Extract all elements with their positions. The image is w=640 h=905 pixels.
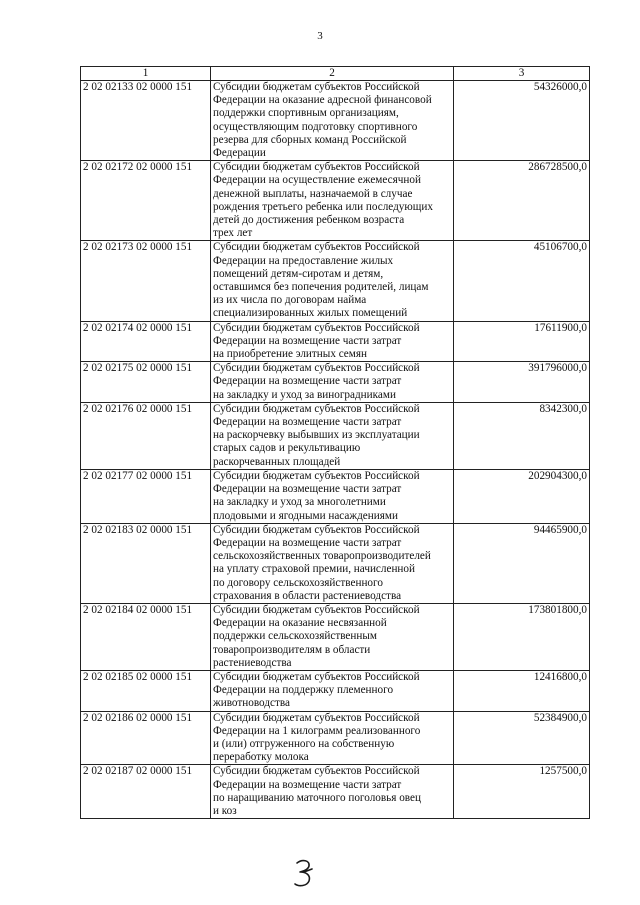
subsidy-amount: 45106700,0 [454,241,590,321]
budget-code: 2 02 02172 02 0000 151 [81,161,211,241]
budget-code: 2 02 02183 02 0000 151 [81,523,211,603]
budget-code: 2 02 02187 02 0000 151 [81,765,211,819]
subsidy-amount: 286728500,0 [454,161,590,241]
table-row [81,469,590,523]
budget-code: 2 02 02177 02 0000 151 [81,469,211,523]
subsidy-description: Субсидии бюджетам субъектов Российской Федерации на возмещение части затрат на закладку и уход за виноградниками [211,362,454,403]
page-number: 3 [317,30,323,42]
column-header-code: 1 [81,67,211,81]
handwritten-signature-icon [286,856,320,890]
table-row [81,81,590,161]
subsidy-amount: 173801800,0 [454,603,590,670]
budget-code: 2 02 02174 02 0000 151 [81,321,211,362]
budget-code: 2 02 02184 02 0000 151 [81,603,211,670]
table-row [81,402,590,469]
table-row [81,711,590,765]
subsidy-amount: 12416800,0 [454,670,590,711]
subsidy-amount: 391796000,0 [454,362,590,403]
table-row [81,161,590,241]
header-row [81,67,590,81]
budget-code: 2 02 02186 02 0000 151 [81,711,211,765]
table-row [81,765,590,819]
subsidy-description: Субсидии бюджетам субъектов Российской Федерации на осуществление ежемесячной денежной выплаты, назначаемой в случае рождения третьего ребенка или последующих детей до достижения ребенком возраста трех лет [211,161,454,241]
subsidy-description: Субсидии бюджетам субъектов Российской Федерации на 1 килограмм реализованного и (или) отгруженного на собственную переработку молока [211,711,454,765]
table-row [81,523,590,603]
subsidy-description: Субсидии бюджетам субъектов Российской Федерации на оказание несвязанной поддержки сельскохозяйственным товаропроизводителям в области растениеводства [211,603,454,670]
subsidy-description: Субсидии бюджетам субъектов Российской Федерации на возмещение части затрат на раскорчевку выбывших из эксплуатации старых садов и рекультивацию раскорчеванных площадей [211,402,454,469]
subsidy-amount: 202904300,0 [454,469,590,523]
subsidy-amount: 54326000,0 [454,81,590,161]
subsidy-amount: 1257500,0 [454,765,590,819]
subsidy-amount: 17611900,0 [454,321,590,362]
budget-table [80,66,590,819]
subsidy-description: Субсидии бюджетам субъектов Российской Федерации на оказание адресной финансовой поддержки спортивным организациям, осуществляющим подготовку спортивного резерва для сборных команд Российской Федерации [211,81,454,161]
subsidy-description: Субсидии бюджетам субъектов Российской Федерации на поддержку племенного животноводства [211,670,454,711]
table-row [81,321,590,362]
subsidy-amount: 94465900,0 [454,523,590,603]
table-row [81,241,590,321]
budget-code: 2 02 02173 02 0000 151 [81,241,211,321]
column-header-amount: 3 [454,67,590,81]
budget-code: 2 02 02175 02 0000 151 [81,362,211,403]
table-row [81,670,590,711]
table-body [81,81,590,819]
subsidy-description: Субсидии бюджетам субъектов Российской Федерации на предоставление жилых помещений детям-сиротам и детям, оставшимся без попечения родителей, лицам из их числа по договорам найма специализированных жилых помещений [211,241,454,321]
subsidy-description: Субсидии бюджетам субъектов Российской Федерации на возмещение части затрат на приобретение элитных семян [211,321,454,362]
table-row [81,362,590,403]
table-row [81,603,590,670]
budget-code: 2 02 02176 02 0000 151 [81,402,211,469]
table-header [81,67,590,81]
subsidy-description: Субсидии бюджетам субъектов Российской Федерации на возмещение части затрат по наращиванию маточного поголовья овец и коз [211,765,454,819]
budget-code: 2 02 02185 02 0000 151 [81,670,211,711]
subsidy-amount: 52384900,0 [454,711,590,765]
subsidy-amount: 8342300,0 [454,402,590,469]
column-header-description: 2 [211,67,454,81]
subsidy-description: Субсидии бюджетам субъектов Российской Федерации на возмещение части затрат сельскохозяйственных товаропроизводителей на уплату страховой премии, начисленной по договору сельскохозяйственного страхования в области растениеводства [211,523,454,603]
subsidy-description: Субсидии бюджетам субъектов Российской Федерации на возмещение части затрат на закладку и уход за многолетними плодовыми и ягодными насаждениями [211,469,454,523]
budget-code: 2 02 02133 02 0000 151 [81,81,211,161]
